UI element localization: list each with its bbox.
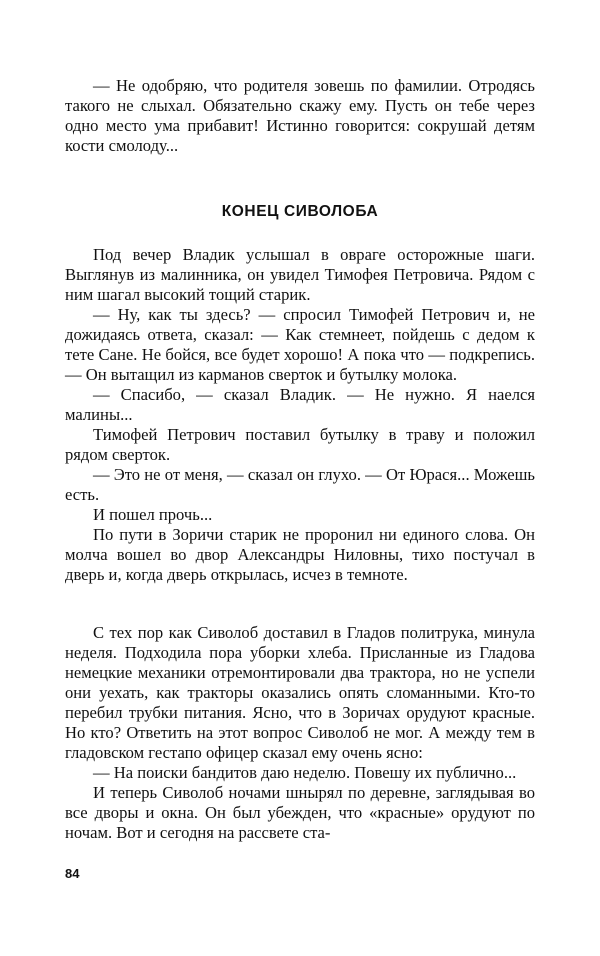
paragraph: По пути в Зоричи старик не проронил ни единого слова. Он молча вошел во двор Александры Ниловны, тихо постучал в дверь и, когда дверь открылась, исчез в темноте. xyxy=(65,525,535,584)
paragraph: И пошел прочь... xyxy=(93,505,213,524)
paragraph: С тех пор как Сиволоб доставил в Гладов политрука, минула неделя. Подходила пора уборки хлеба. Присланные из Гладова немецкие механики отремонтировали два трактора, но не успели они уехать, как тракторы оказались опять сломанными. Кто-то перебил трубки питания. Ясно, что в Зоричах орудуют красные. Но кто? Ответить на этот вопрос Сиволоб не мог. А между тем в гладовском гестапо офицер сказал ему очень ясно: xyxy=(65,623,535,762)
paragraph: — На поиски бандитов даю неделю. Повешу их публично... xyxy=(93,763,517,782)
page-body xyxy=(65,76,535,843)
paragraph: — Не одобряю, что родителя зовешь по фамилии. Отродясь такого не слыхал. Обязательно скажу ему. Пусть он тебе через одно место ума прибавит! Истинно говорится: сокрушай детям кости смолоду... xyxy=(65,76,535,155)
page-number: 84 xyxy=(65,866,80,881)
chapter-title: КОНЕЦ СИВОЛОБА xyxy=(221,203,379,220)
paragraph: Тимофей Петрович поставил бутылку в траву и положил рядом сверток. xyxy=(65,425,535,464)
paragraph: — Это не от меня, — сказал он глухо. — От Юрася... Можешь есть. xyxy=(65,465,535,504)
chapter-section-1 xyxy=(65,245,535,585)
chapter-section-2 xyxy=(65,623,535,843)
section-break xyxy=(65,585,535,623)
paragraph: Под вечер Владик услышал в овраге осторожные шаги. Выглянув из малинника, он увидел Тимофея Петровича. Рядом с ним шагал высокий тощий старик. xyxy=(65,245,535,304)
intro-section xyxy=(65,76,535,156)
paragraph: — Ну, как ты здесь? — спросил Тимофей Петрович и, не дожидаясь ответа, сказал: — Как стемнеет, пойдешь с дедом к тете Сане. Не бойся, все будет хорошо! А пока что — подкрепись. — Он вытащил из карманов сверток и бутылку молока. xyxy=(65,305,535,384)
paragraph: — Спасибо, — сказал Владик. — Не нужно. Я наелся малины... xyxy=(65,385,535,424)
paragraph: И теперь Сиволоб ночами шнырял по деревне, заглядывая во все дворы и окна. Он был убежден, что «красные» орудуют по ночам. Вот и сегодня на рассвете ста- xyxy=(65,783,535,842)
